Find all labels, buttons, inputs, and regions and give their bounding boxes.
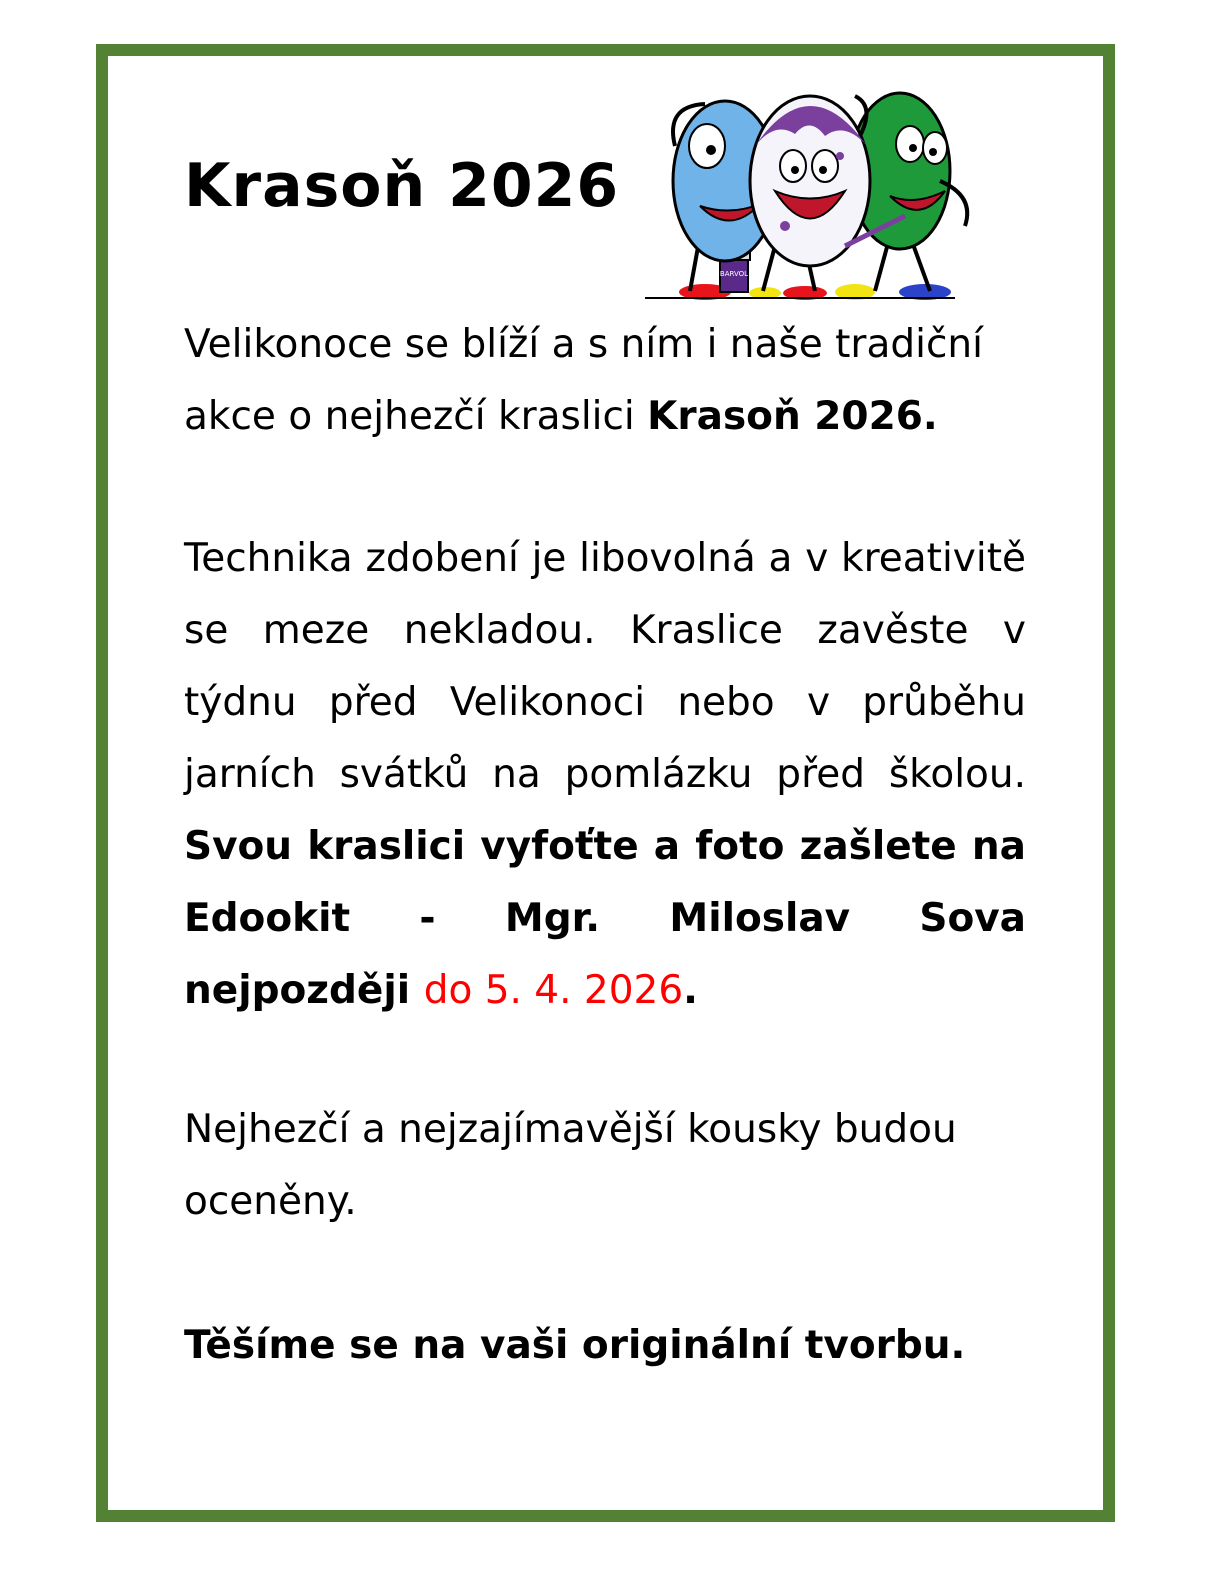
awards-paragraph: Nejhezčí a nejzajímavější kousky budou oceněny. [184,1107,957,1224]
contest-name: Krasoň 2026. [647,394,938,439]
cartoon-easter-eggs-icon [645,86,985,306]
deadline-period: . [683,968,698,1013]
jar-label: BARVOL [719,270,749,278]
instructions-text: Technika zdobení je libovolná a v kreativitě se meze nekladou. Kraslice zavěste v týdnu před Velikonoci nebo v průběhu jarních svátků na pomlázku před školou. [184,536,1026,797]
instructions-paragraph [184,523,1026,1027]
intro-paragraph [184,309,1026,453]
page-title: Krasoň 2026 [184,151,620,221]
intro-text: Velikonoce se blíží a s ním i naše tradiční akce o nejhezčí kraslici [184,322,983,439]
closing-line: Těšíme se na vaši originální tvorbu. [184,1323,966,1368]
deadline: do 5. 4. 2026 [423,968,684,1013]
submission-instructions: Svou kraslici vyfoťte a foto zašlete na Edookit - Mgr. Miloslav Sova nejpozději [184,824,1026,1013]
